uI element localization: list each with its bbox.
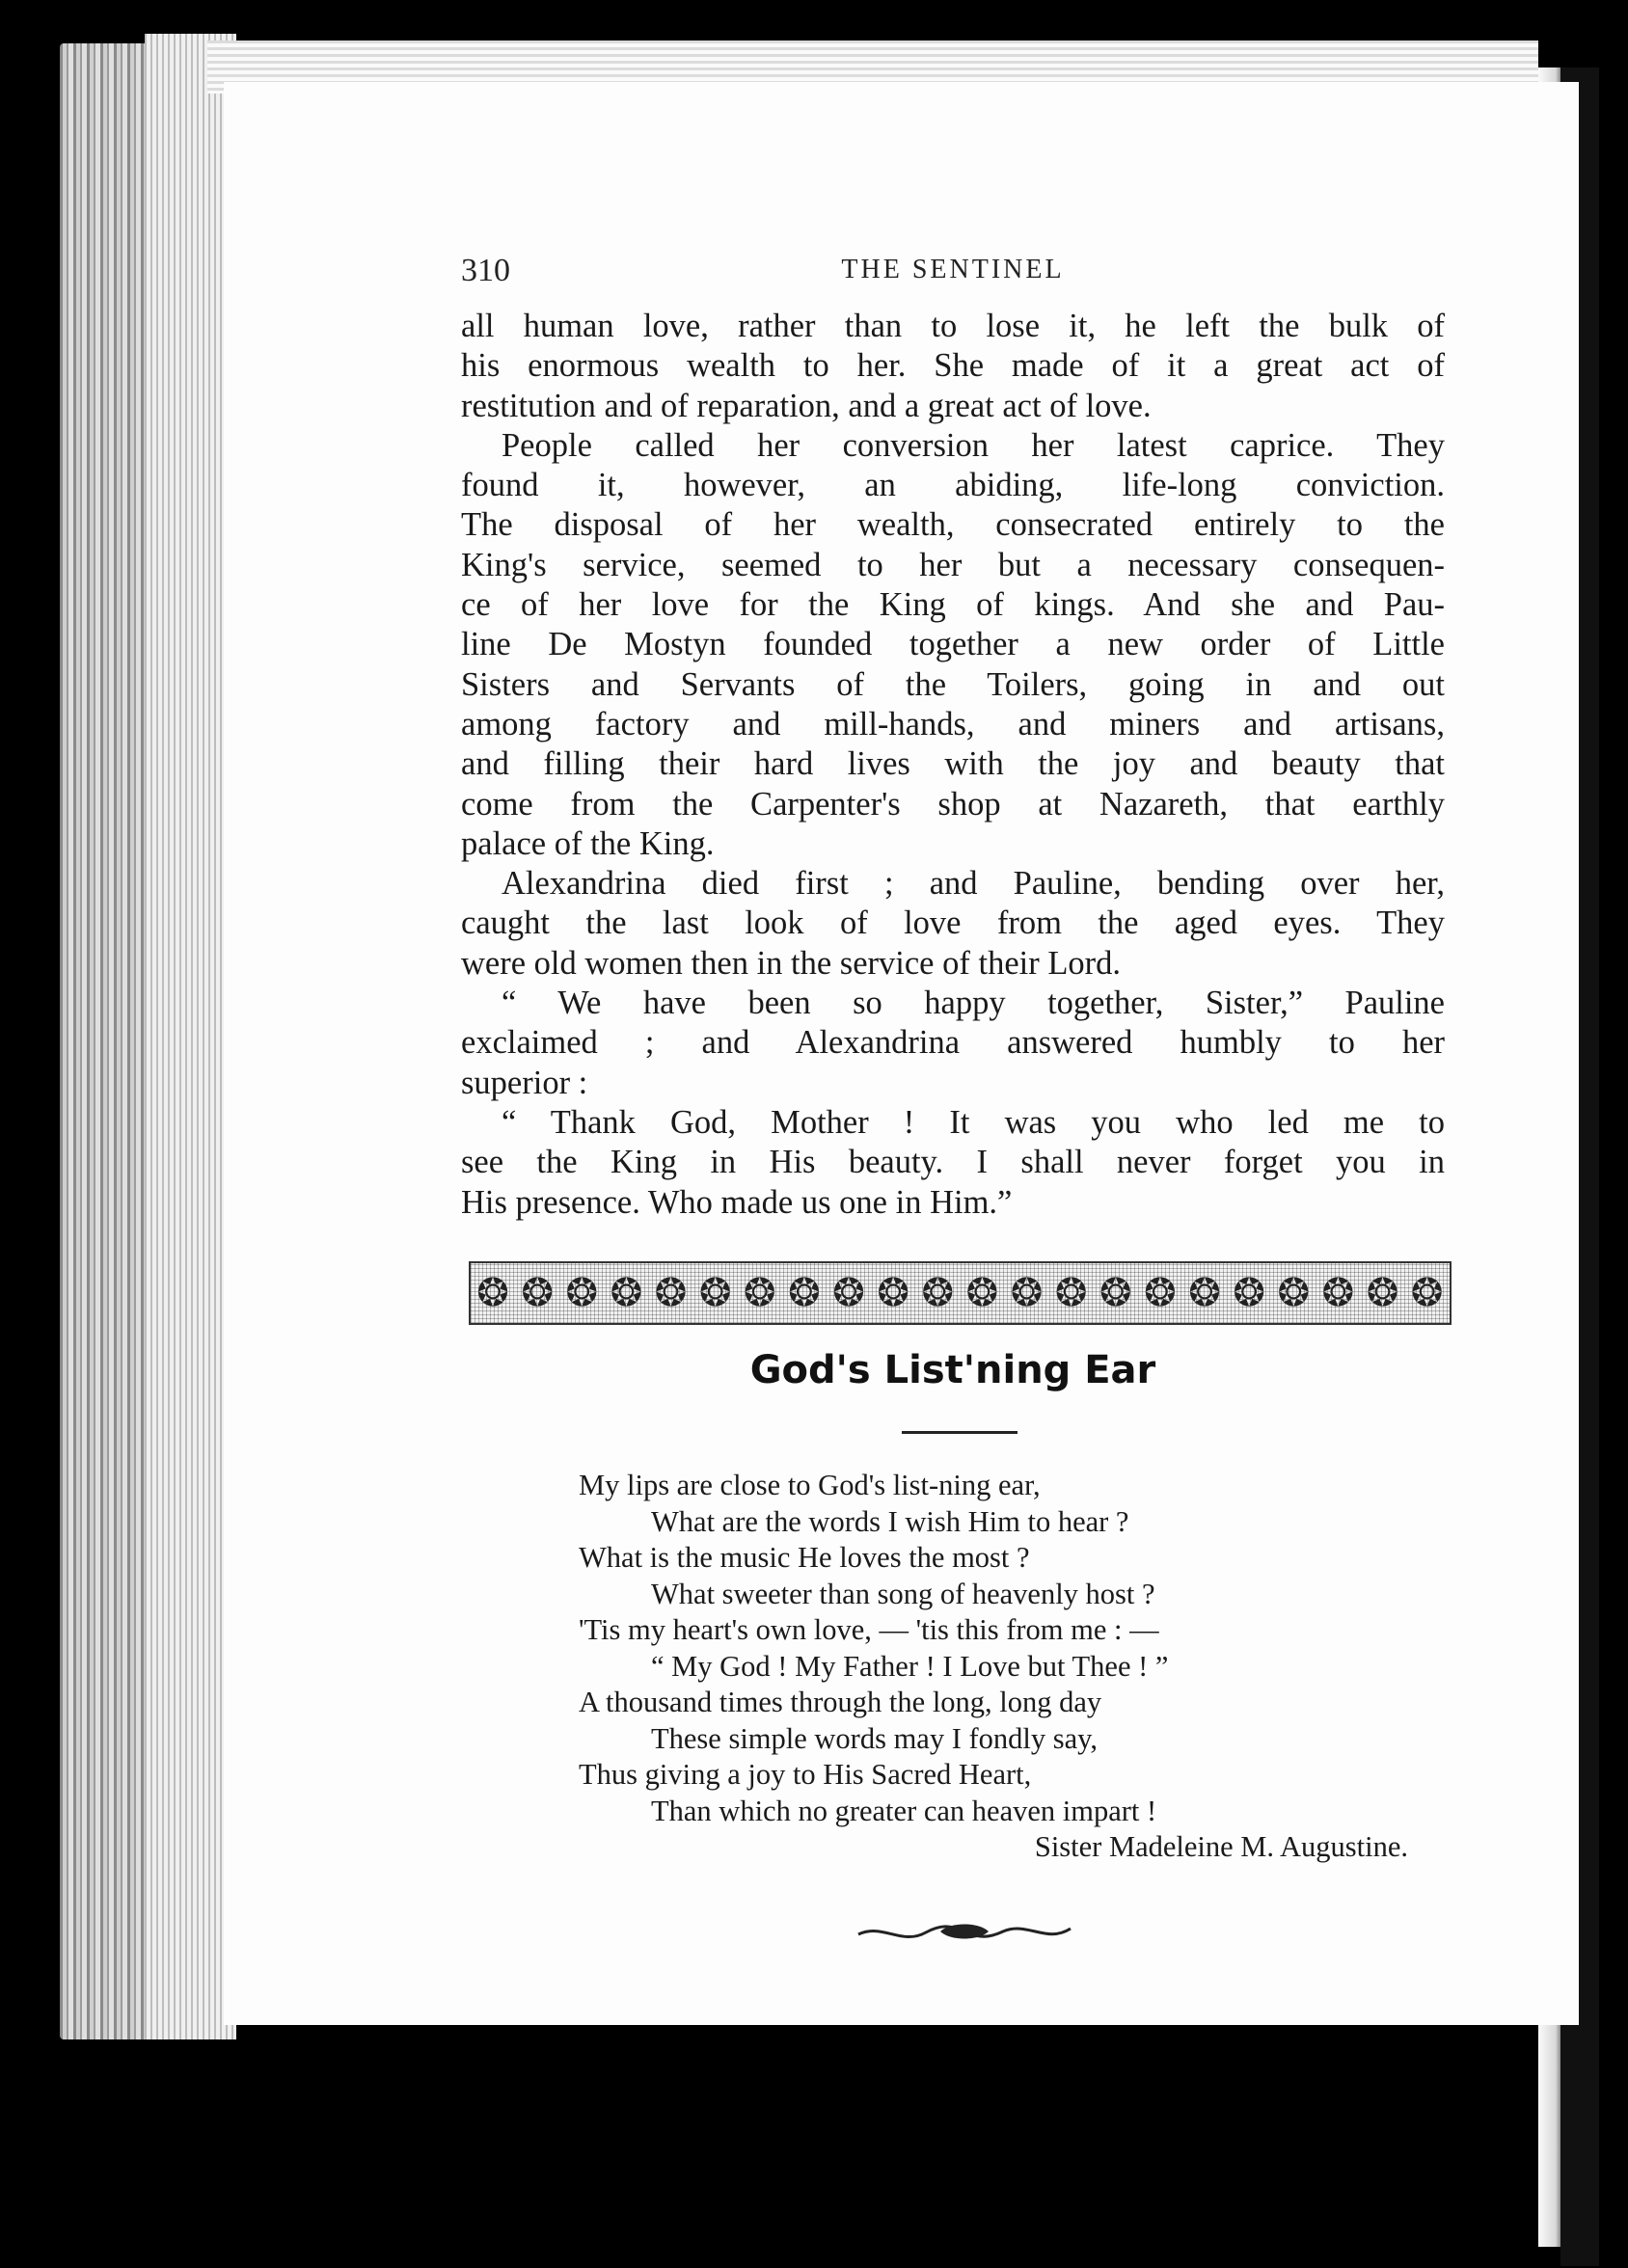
poem-line: Than which no greater can heaven impart ! [651, 1794, 1157, 1827]
text-line: line De Mostyn founded together a new order of Little [461, 626, 1445, 663]
text-line: all human love, rather than to lose it, he left the bulk of [461, 308, 1445, 344]
paragraph-2 [461, 426, 1445, 864]
ornament-star-icon: ❂ [565, 1271, 599, 1315]
ornament-star-icon: ❂ [1144, 1271, 1177, 1315]
ornament-star-icon: ❂ [1188, 1271, 1221, 1315]
ornament-star-icon: ❂ [744, 1271, 776, 1315]
title-rule [902, 1431, 1018, 1434]
ornament-star-icon: ❂ [698, 1271, 732, 1315]
paragraph-4 [461, 984, 1445, 1103]
ornament-star-icon: ❂ [788, 1271, 821, 1315]
text-line: see the King in His beauty. I shall never forget you in [461, 1144, 1445, 1181]
text-line: his enormous wealth to her. She made of it a great act of [461, 347, 1445, 385]
paragraph-5 [461, 1103, 1445, 1223]
poem-signature: Sister Madeleine M. Augustine. [1034, 1830, 1408, 1863]
poem-line: These simple words may I fondly say, [651, 1721, 1099, 1755]
ornament-star-icon: ❂ [1277, 1271, 1311, 1315]
text-line: superior : [461, 1064, 588, 1101]
poem-line: Thus giving a joy to His Sacred Heart, [579, 1758, 1032, 1791]
poem-line: A thousand times through the long, long day [579, 1686, 1102, 1718]
poem-line: My lips are close to God's list-ning ear, [579, 1469, 1041, 1501]
text-line: His presence. Who made us one in Him.” [461, 1183, 1013, 1221]
text-line: and filling their hard lives with the joy and beauty that [461, 745, 1445, 783]
text-line: Alexandrina died first ; and Pauline, bending over her, [502, 865, 1445, 903]
text-line: Sisters and Servants of the Toilers, going in and out [461, 665, 1445, 703]
page-header [461, 253, 1445, 291]
text-line: ce of her love for the King of kings. And she and Pau- [461, 586, 1445, 624]
poem-line: 'Tis my heart's own love, — 'tis this from me : — [579, 1613, 1159, 1646]
paragraph-3 [461, 864, 1445, 984]
poem-title: God's List'ning Ear [749, 1348, 1156, 1392]
paragraph-1 [461, 307, 1445, 426]
poem-body [579, 1468, 1447, 1829]
text-line: palace of the King. [461, 824, 715, 862]
poem-line: What are the words I wish Him to hear ? [651, 1504, 1129, 1538]
running-head: THE SENTINEL [841, 255, 1065, 284]
text-line: The disposal of her wealth, consecrated entirely to the [461, 506, 1445, 544]
ornament-star-icon: ❂ [1233, 1271, 1265, 1315]
ornament-star-icon: ❂ [1010, 1271, 1044, 1315]
ornamental-divider [469, 1261, 1452, 1325]
ornament-star-icon: ❂ [832, 1271, 865, 1315]
text-line: among factory and mill-hands, and miners and artisans, [461, 705, 1445, 742]
text-line: come from the Carpenter's shop at Nazareth, that earthly [461, 785, 1445, 823]
text-line: “ We have been so happy together, Sister,” Pauline [502, 985, 1445, 1022]
text-line: “ Thank God, Mother ! It was you who led me to [502, 1103, 1445, 1141]
book-page-edges-inner [145, 34, 236, 2039]
ornament-star-icon: ❂ [1054, 1271, 1088, 1315]
ornament-star-icon: ❂ [610, 1271, 643, 1315]
ornament-star-icon: ❂ [1366, 1271, 1399, 1315]
flourish-ornament [854, 1917, 1075, 1946]
text-line: restitution and of reparation, and a great act of love. [461, 387, 1152, 424]
ornament-star-icon: ❂ [1410, 1271, 1444, 1315]
text-line: King's service, seemed to her but a necessary consequen- [461, 546, 1445, 583]
poem-line: What is the music He loves the most ? [579, 1541, 1030, 1574]
ornament-star-icon: ❂ [654, 1271, 688, 1315]
ornament-star-icon: ❂ [1321, 1271, 1355, 1315]
ornament-star-icon: ❂ [965, 1271, 999, 1315]
ornament-star-icon: ❂ [877, 1271, 909, 1315]
poem-line: What sweeter than song of heavenly host ? [651, 1577, 1155, 1610]
text-line: exclaimed ; and Alexandrina answered humbly to her [461, 1024, 1445, 1062]
ornament-star-icon: ❂ [921, 1271, 955, 1315]
text-line: caught the last look of love from the aged eyes. They [461, 904, 1445, 942]
text-line: People called her conversion her latest caprice. They [502, 426, 1445, 464]
page-number: 310 [461, 253, 510, 288]
ornament-star-icon: ❂ [1099, 1271, 1132, 1315]
ornament-star-icon: ❂ [476, 1271, 509, 1315]
poem-line: “ My God ! My Father ! I Love but Thee ! ” [651, 1649, 1169, 1683]
prose-body [461, 307, 1445, 1223]
text-line: were old women then in the service of their Lord. [461, 944, 1122, 982]
ornament-star-icon: ❂ [521, 1271, 554, 1315]
text-line: found it, however, an abiding, life-long conviction. [461, 467, 1445, 504]
